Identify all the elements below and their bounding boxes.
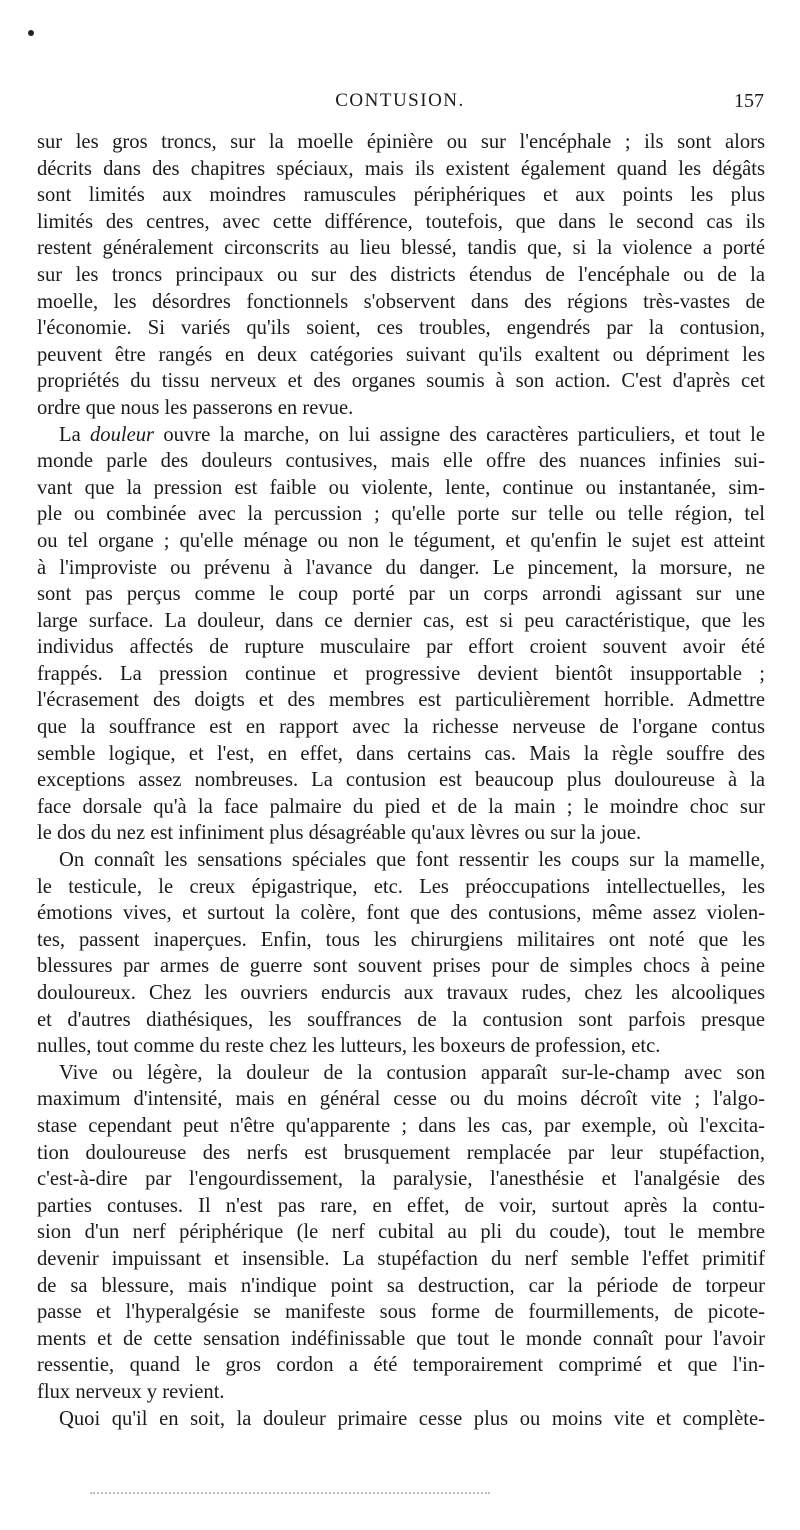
text-line: sont limités aux moindres ramuscules périphériques et aux points les plus — [37, 184, 765, 207]
text-line: frappés. La pression continue et progressive devient bientôt insupportable ; — [37, 662, 765, 685]
text-line: sur les gros troncs, sur la moelle épinière ou sur l'encéphale ; ils sont alors — [37, 131, 765, 153]
text-line: l'économie. Si variés qu'ils soient, ces troubles, engendrés par la contusion, — [37, 317, 765, 340]
text-line: sont pas perçus comme le coup porté par un corps arrondi agissant sur une — [37, 583, 765, 606]
text-line: et d'autres diathésiques, les souffrances de la contusion sont parfois presque — [37, 1008, 765, 1031]
text-line: exceptions assez nombreuses. La contusion est beaucoup plus douloureuse à la — [37, 769, 765, 792]
page-header — [36, 90, 764, 120]
text-line: douloureux. Chez les ouvriers endurcis aux travaux rudes, chez les alcooliques — [37, 982, 765, 1004]
text-line: blessures par armes de guerre sont souvent prises pour de simples chocs à peine — [37, 955, 765, 978]
text-line: propriétés du tissu nerveux et des organes soumis à son action. C'est d'après cet — [37, 370, 765, 393]
emphasized-term: douleur — [90, 423, 155, 446]
text-line: nulles, tout comme du reste chez les lutteurs, les boxeurs de profession, etc. — [37, 1035, 661, 1058]
text-line: sur les troncs principaux ou sur des districts étendus de l'encéphale ou de la — [37, 263, 765, 286]
text-line: sion d'un nerf périphérique (le nerf cubital au pli du coude), tout le membre — [37, 1221, 765, 1244]
running-title: CONTUSION. — [335, 90, 465, 111]
line-rest: ouvre la marche, on lui assigne des caractères particuliers, et tout le — [154, 423, 765, 446]
text-line: peuvent être rangés en deux catégories suivant qu'ils exaltent ou dépriment les — [37, 343, 765, 366]
paragraph-2 — [37, 422, 765, 848]
text-line: tes, passent inaperçues. Enfin, tous les chirurgiens militaires ont noté que les — [37, 928, 765, 951]
text-line: ordre que nous les passerons en revue. — [37, 396, 354, 419]
text-line: ments et de cette sensation indéfinissable que tout le monde connaît pour l'avoir — [37, 1327, 765, 1350]
paragraph-3 — [37, 847, 765, 1060]
text-line: face dorsale qu'à la face palmaire du pied et de la main ; le moindre choc sur — [37, 795, 765, 818]
line-prefix: La — [59, 423, 90, 446]
text-line: décrits dans des chapitres spéciaux, mais ils existent également quand les dégâts — [37, 157, 765, 180]
text-line: à l'improviste ou prévenu à l'avance du danger. Le pincement, la morsure, ne — [37, 556, 765, 579]
text-line: passe et l'hyperalgésie se manifeste sous forme de fourmillements, de picote- — [37, 1301, 765, 1324]
text-line: le testicule, le creux épigastrique, etc. Les préoccupations intellectuelles, les — [37, 875, 765, 898]
text-line: émotions vives, et surtout la colère, font que des contusions, même assez violen- — [37, 902, 765, 925]
text-line: devenir impuissant et insensible. La stupéfaction du nerf semble l'effet primitif — [37, 1247, 765, 1270]
text-line: le dos du nez est infiniment plus désagréable qu'aux lèvres ou sur la joue. — [37, 822, 642, 845]
text-line: semble logique, et l'est, en effet, dans certains cas. Mais la règle souffre des — [37, 742, 765, 765]
text-line: individus affectés de rupture musculaire par effort croient souvent avoir été — [37, 636, 765, 659]
text-line — [37, 422, 765, 449]
paragraph-4 — [37, 1060, 765, 1406]
text-line: maximum d'intensité, mais en général cesse ou du moins décroît vite ; l'algo- — [37, 1088, 765, 1111]
text-line: vant que la pression est faible ou violente, lente, continue ou instantanée, sim- — [37, 476, 765, 499]
text-line: de sa blessure, mais n'indique point sa destruction, car la période de torpeur — [37, 1274, 765, 1297]
text-line: ou tel organe ; qu'elle ménage ou non le tégument, et qu'enfin le sujet est atteint — [37, 529, 765, 552]
text-line: Vive ou légère, la douleur de la contusion apparaît sur-le-champ avec son — [59, 1061, 765, 1084]
ink-speck — [28, 30, 34, 36]
text-line: On connaît les sensations spéciales que font ressentir les coups sur la mamelle, — [59, 849, 765, 872]
text-line: Quoi qu'il en soit, la douleur primaire cesse plus ou moins vite et complète- — [59, 1407, 765, 1430]
text-line: flux nerveux y revient. — [37, 1380, 225, 1403]
text-line: ple ou combinée avec la percussion ; qu'elle porte sur telle ou telle région, tel — [37, 503, 765, 526]
body-text — [37, 129, 765, 1432]
text-line: c'est-à-dire par l'engourdissement, la paralysie, l'anesthésie et l'analgésie des — [37, 1168, 765, 1191]
text-line: restent généralement circonscrits au lieu blessé, tandis que, si la violence a porté — [37, 237, 765, 260]
text-line: stase cependant peut n'être qu'apparente ; dans les cas, par exemple, où l'excita- — [37, 1114, 765, 1137]
text-line: que la souffrance est en rapport avec la richesse nerveuse de l'organe contus — [37, 716, 765, 739]
text-line: monde parle des douleurs contusives, mais elle offre des nuances infinies sui- — [37, 450, 765, 473]
text-line: large surface. La douleur, dans ce dernier cas, est si peu caractéristique, que les — [37, 609, 765, 632]
paragraph-1 — [37, 129, 765, 422]
text-line: ressentie, quand le gros cordon a été temporairement comprimé et que l'in- — [37, 1354, 765, 1377]
text-line: moelle, les désordres fonctionnels s'observent dans des régions très-vastes de — [37, 290, 765, 313]
text-line: l'écrasement des doigts et des membres est particulièrement horrible. Admettre — [37, 689, 765, 712]
text-line: limités des centres, avec cette différence, toutefois, que dans le second cas ils — [37, 210, 765, 233]
page-number: 157 — [734, 90, 764, 112]
text-line: tion douloureuse des nerfs est brusquement remplacée par leur stupéfaction, — [37, 1141, 765, 1164]
paragraph-5 — [37, 1406, 765, 1433]
footer-speckle — [90, 1492, 490, 1498]
text-line: parties contuses. Il n'est pas rare, en effet, de voir, surtout après la contu- — [37, 1194, 765, 1217]
